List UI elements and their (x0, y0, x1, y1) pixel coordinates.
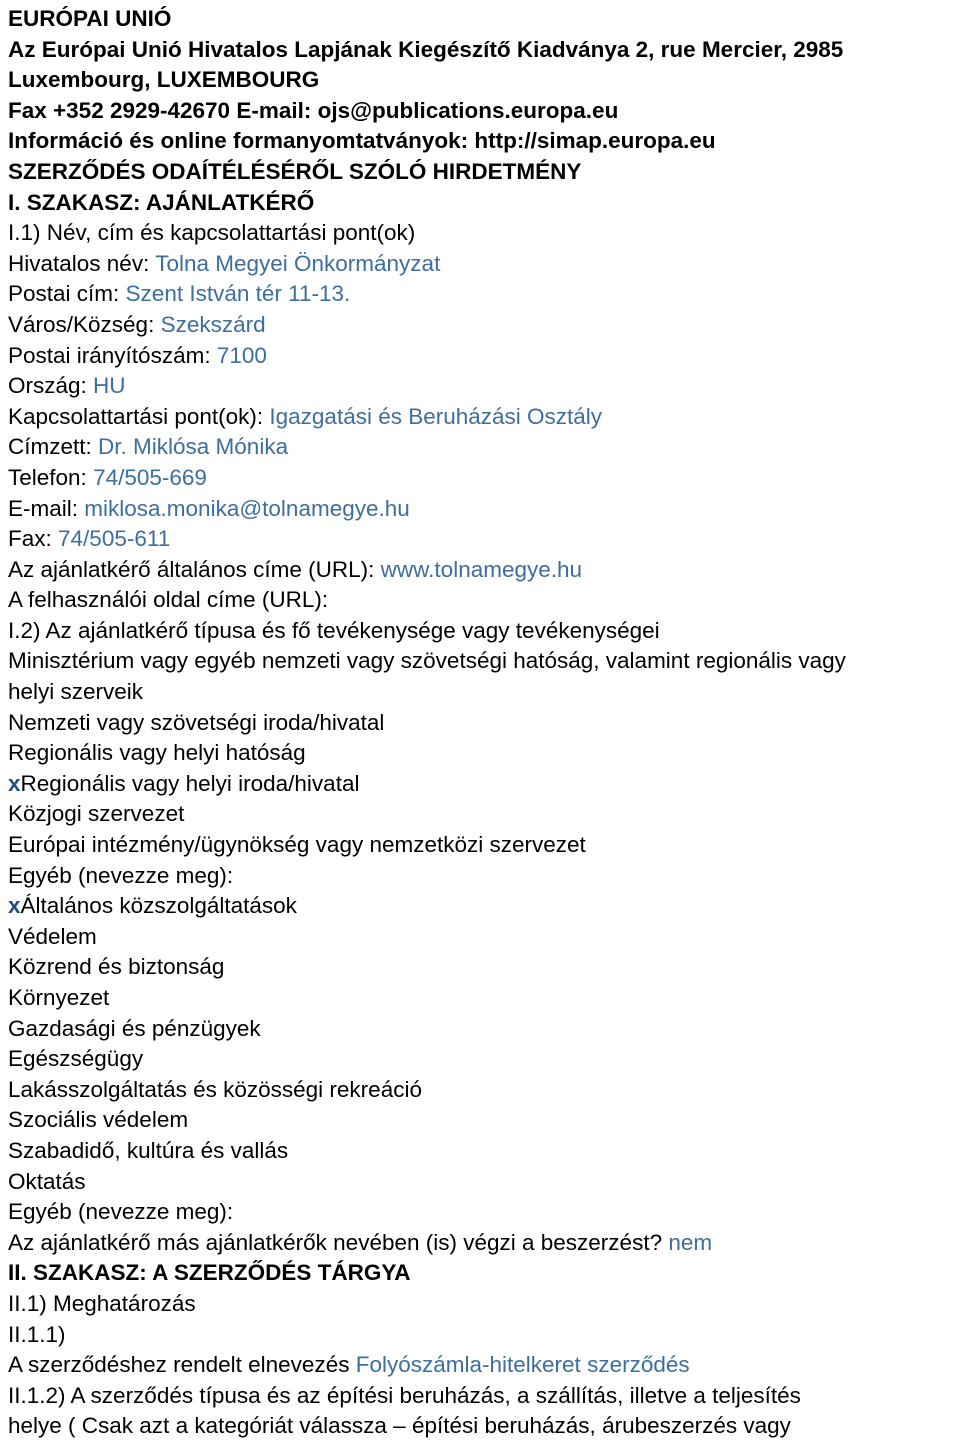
attention-row (8, 432, 960, 463)
behalf-answer: nem (668, 1229, 713, 1255)
activity-education: Oktatás (8, 1168, 86, 1194)
type-regional-authority: Regionális vagy helyi hatóság (8, 740, 306, 766)
phone-value: 74/505-669 (93, 464, 207, 490)
behalf-question: Az ajánlatkérő más ajánlatkérők nevében (is) végzi a beszerzést? (8, 1229, 663, 1255)
fax-label: Fax: (8, 526, 52, 552)
activity-recreation: Szabadidő, kultúra és vallás (8, 1137, 289, 1163)
check-mark-icon: x (8, 770, 21, 796)
section-1-title: I. SZAKASZ: AJÁNLATKÉRŐ (8, 189, 315, 215)
section-2-title: II. SZAKASZ: A SZERZŐDÉS TÁRGYA (8, 1260, 411, 1286)
official-name-row (8, 249, 960, 280)
type-ministry-line-2: helyi szerveik (8, 679, 144, 705)
contact-point-row (8, 402, 960, 433)
email-label: E-mail: (8, 495, 79, 521)
info-line: Információ és online formanyomtatványok: http://simap.europa.eu (8, 128, 716, 154)
url-row (8, 555, 960, 586)
type-ministry-line-1: Minisztérium vagy egyéb nemzeti vagy szövetségi hatóság, valamint regionális vagy (8, 648, 846, 674)
url-label: Az ajánlatkérő általános címe (URL): (8, 556, 375, 582)
activity-economic: Gazdasági és pénzügyek (8, 1015, 261, 1041)
activity-housing: Lakásszolgáltatás és közösségi rekreáció (8, 1076, 422, 1102)
email-row (8, 494, 960, 525)
email-value[interactable]: miklosa.monika@tolnamegye.hu (84, 495, 410, 521)
country-label: Ország: (8, 373, 87, 399)
buyer-profile-row: A felhasználói oldal címe (URL): (8, 587, 329, 613)
activity-general: Általános közszolgáltatások (20, 893, 297, 919)
postcode-row (8, 341, 960, 372)
contract-type-line-1: II.1.2) A szerződés típusa és az építési beruházás, a szállítás, illetve a teljesítés (8, 1382, 801, 1408)
publication-line-2: Luxembourg, LUXEMBOURG (8, 67, 320, 93)
type-other: Egyéb (nevezze meg): (8, 862, 234, 888)
country-value: HU (93, 373, 126, 399)
type-public-body: Közjogi szervezet (8, 801, 185, 827)
official-name-label: Hivatalos név: (8, 250, 150, 276)
authority-heading: I.2) Az ajánlatkérő típusa és fő tevékenysége vagy tevékenységei (8, 617, 660, 643)
activity-environment: Környezet (8, 985, 110, 1010)
contract-title-value: Folyószámla-hitelkeret szerződés (355, 1352, 690, 1378)
behalf-row (8, 1228, 960, 1259)
activity-public-order: Közrend és biztonság (8, 954, 225, 980)
type-regional-agency-row (8, 769, 960, 800)
postcode-value: 7100 (216, 342, 267, 368)
notice-title: SZERZŐDÉS ODAÍTÉLÉSÉRŐL SZÓLÓ HIRDETMÉNY (8, 158, 582, 184)
publication-line-1: Az Európai Unió Hivatalos Lapjának Kiegészítő Kiadványa 2, rue Mercier, 2985 (8, 36, 844, 62)
postcode-label: Postai irányítószám: (8, 342, 211, 368)
url-link[interactable]: www.tolnamegye.hu (380, 556, 583, 582)
attention-label: Címzett: (8, 434, 92, 460)
fax-email-line: Fax +352 2929-42670 E-mail: ojs@publications.europa.eu (8, 97, 619, 123)
contract-title-row (8, 1350, 960, 1381)
phone-label: Telefon: (8, 464, 87, 490)
check-mark-icon: x (8, 893, 21, 919)
contact-point-label: Kapcsolattartási pont(ok): (8, 403, 264, 429)
official-name-value: Tolna Megyei Önkormányzat (155, 250, 441, 276)
contract-title-label: A szerződéshez rendelt elnevezés (8, 1352, 350, 1378)
fax-row (8, 524, 960, 555)
country-row (8, 371, 960, 402)
address-value: Szent István tér 11-13. (125, 281, 351, 307)
activity-health: Egészségügy (8, 1046, 144, 1072)
address-row (8, 279, 960, 310)
activity-other: Egyéb (nevezze meg): (8, 1199, 234, 1225)
sub-heading: II.1.1) (8, 1321, 66, 1347)
org-name: EURÓPAI UNIÓ (8, 6, 172, 31)
city-row (8, 310, 960, 341)
type-national-agency: Nemzeti vagy szövetségi iroda/hivatal (8, 709, 385, 735)
type-regional-agency: Regionális vagy helyi iroda/hivatal (20, 770, 360, 796)
contact-heading: I.1) Név, cím és kapcsolattartási pont(ok) (8, 220, 416, 246)
activity-social: Szociális védelem (8, 1107, 189, 1133)
fax-value: 74/505-611 (58, 526, 171, 552)
attention-value: Dr. Miklósa Mónika (98, 434, 289, 460)
activity-general-row (8, 891, 960, 922)
phone-row (8, 463, 960, 494)
contract-type-line-2: helye ( Csak azt a kategóriát válassza – építési beruházás, árubeszerzés vagy (8, 1413, 791, 1439)
city-value: Szekszárd (160, 311, 266, 337)
city-label: Város/Község: (8, 311, 155, 337)
address-label: Postai cím: (8, 281, 120, 307)
type-eu-institution: Európai intézmény/ügynökség vagy nemzetközi szervezet (8, 832, 586, 858)
contact-point-value: Igazgatási és Beruházási Osztály (269, 403, 603, 429)
definition-heading: II.1) Meghatározás (8, 1290, 196, 1316)
activity-defence: Védelem (8, 923, 97, 949)
